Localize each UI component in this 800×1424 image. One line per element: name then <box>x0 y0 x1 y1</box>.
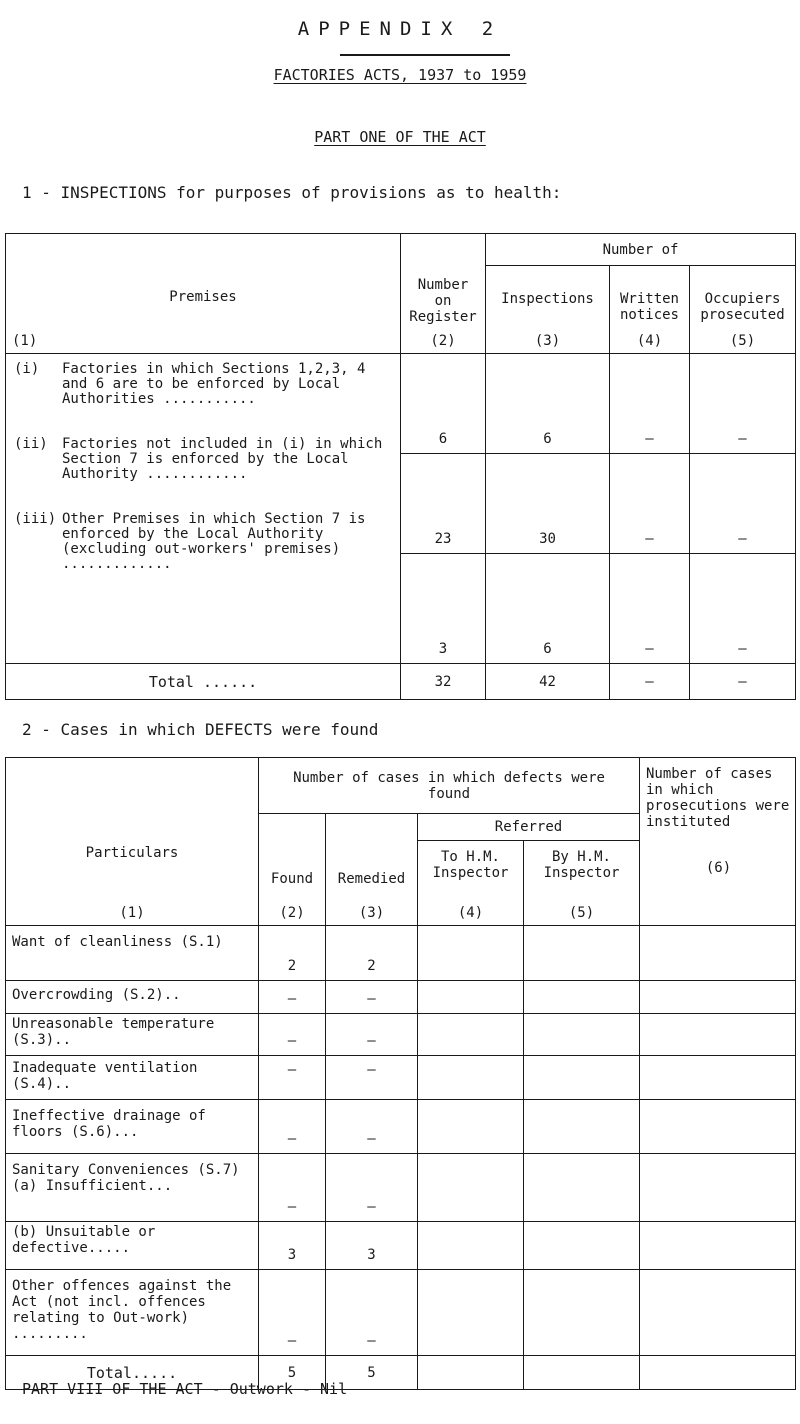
table-row <box>6 1270 796 1356</box>
total-to-hm <box>418 1356 524 1390</box>
total-notices: – <box>610 664 690 700</box>
prosecutions-header-label: Number of cases in which prosecutions were instituted <box>646 766 790 830</box>
remedied-value: – <box>326 1014 418 1056</box>
premise-number: (ii) <box>14 436 48 452</box>
by-hm-value <box>524 1270 640 1356</box>
prosecutions-value <box>640 1056 796 1100</box>
part-one-text: PART ONE OF THE ACT <box>314 128 486 146</box>
col3-number: (3) <box>534 333 561 349</box>
prosecutions-header <box>640 758 796 926</box>
total-prosecutions <box>640 1356 796 1390</box>
total-label: Total ...... <box>6 664 401 700</box>
premise-item <box>14 362 394 407</box>
appendix-title: APPENDIX 2 <box>297 18 503 40</box>
referred-header <box>418 814 640 926</box>
by-hm-header <box>524 841 639 925</box>
inspections-table <box>5 233 796 700</box>
table-row <box>6 1100 796 1154</box>
inspections-value: 6 <box>486 554 610 664</box>
outwork-line: PART VIII OF THE ACT - Outwork - Nil <box>22 1380 348 1398</box>
total-prosecuted: – <box>690 664 796 700</box>
col1-number: (1) <box>12 333 38 349</box>
register-value: 3 <box>401 554 486 664</box>
found-value: – <box>259 1100 326 1154</box>
table-row <box>6 1222 796 1270</box>
col6-number: (6) <box>705 860 732 876</box>
referred-header-label: Referred <box>418 814 639 841</box>
remedied-header-label: Remedied <box>337 871 406 887</box>
remedied-value: – <box>326 1270 418 1356</box>
total-inspections: 42 <box>486 664 610 700</box>
prosecuted-value: – <box>690 554 796 664</box>
register-header-label: Number on Register <box>409 277 477 325</box>
particulars-header <box>6 758 259 926</box>
found-value: 2 <box>259 926 326 981</box>
particulars-header-label: Particulars <box>85 845 179 861</box>
remedied-header <box>326 814 418 926</box>
prosecutions-value <box>640 1100 796 1154</box>
to-hm-value <box>418 981 524 1014</box>
remedied-value: – <box>326 1100 418 1154</box>
to-hm-value <box>418 1014 524 1056</box>
premises-list <box>6 354 401 664</box>
section1-heading: 1 - INSPECTIONS for purposes of provisions as to health: <box>22 183 562 202</box>
table-row <box>6 1056 796 1100</box>
found-header <box>259 814 326 926</box>
part-one-title <box>0 128 800 146</box>
prosecuted-value: – <box>690 354 796 454</box>
by-hm-value <box>524 1100 640 1154</box>
by-hm-value <box>524 926 640 981</box>
notices-value: – <box>610 454 690 554</box>
total-by-hm <box>524 1356 640 1390</box>
found-value: – <box>259 1014 326 1056</box>
particular-label: Unreasonable temperature (S.3).. <box>6 1014 259 1056</box>
number-of-header: Number of <box>486 234 796 266</box>
premise-text: Factories not included in (i) in which Section 7 is enforced by the Local Authority ............ <box>62 436 383 482</box>
premise-number: (iii) <box>14 511 57 527</box>
remedied-value: 2 <box>326 926 418 981</box>
total-remedied: 5 <box>326 1356 418 1390</box>
by-hm-value <box>524 981 640 1014</box>
found-value: – <box>259 1154 326 1222</box>
title-rule <box>340 54 510 56</box>
prosecuted-header-label: Occupiers prosecuted <box>700 291 785 323</box>
cases-found-header: Number of cases in which defects were found <box>259 758 640 814</box>
remedied-value: – <box>326 1056 418 1100</box>
acts-title <box>0 66 800 84</box>
to-hm-value <box>418 1100 524 1154</box>
col5-number: (5) <box>729 333 756 349</box>
defects-table <box>5 757 796 1390</box>
found-header-label: Found <box>270 871 314 887</box>
found-value: 3 <box>259 1222 326 1270</box>
table-row <box>6 981 796 1014</box>
inspections-value: 30 <box>486 454 610 554</box>
inspections-header <box>486 266 610 354</box>
by-hm-value <box>524 1056 640 1100</box>
notices-header <box>610 266 690 354</box>
total-label: Total..... <box>6 1356 259 1390</box>
section2-heading: 2 - Cases in which DEFECTS were found <box>22 720 379 739</box>
particular-label: Want of cleanliness (S.1) <box>6 926 259 981</box>
remedied-value: – <box>326 1154 418 1222</box>
total-found: 5 <box>259 1356 326 1390</box>
premise-number: (i) <box>14 361 40 377</box>
premise-text: Other Premises in which Section 7 is enforced by the Local Authority (excluding out-workers' premises) ............. <box>62 511 366 572</box>
col2-number: (2) <box>430 333 456 349</box>
particular-label: Overcrowding (S.2).. <box>6 981 259 1014</box>
to-hm-value <box>418 1056 524 1100</box>
particular-label: Inadequate ventilation (S.4).. <box>6 1056 259 1100</box>
notices-value: – <box>610 554 690 664</box>
found-value: – <box>259 1270 326 1356</box>
col2-number: (2) <box>279 905 305 921</box>
prosecutions-value <box>640 1222 796 1270</box>
register-value: 23 <box>401 454 486 554</box>
col4-number: (4) <box>457 905 484 921</box>
to-hm-header <box>418 841 524 925</box>
prosecutions-value <box>640 1270 796 1356</box>
prosecutions-value <box>640 926 796 981</box>
col1-number: (1) <box>119 905 145 921</box>
found-value: – <box>259 981 326 1014</box>
premise-text: Factories in which Sections 1,2,3, 4 and 6 are to be enforced by Local Authorities ........... <box>62 361 366 407</box>
premise-item <box>14 437 394 482</box>
remedied-value: 3 <box>326 1222 418 1270</box>
prosecutions-value <box>640 1014 796 1056</box>
inspections-value: 6 <box>486 354 610 454</box>
premise-item <box>14 512 394 572</box>
by-hm-value <box>524 1154 640 1222</box>
particular-label: Other offences against the Act (not incl. offences relating to Out-work) ......... <box>6 1270 259 1356</box>
col4-number: (4) <box>636 333 663 349</box>
premises-header-label: Premises <box>169 289 237 305</box>
by-hm-value <box>524 1222 640 1270</box>
total-register: 32 <box>401 664 486 700</box>
col5-number: (5) <box>568 905 595 921</box>
prosecutions-value <box>640 1154 796 1222</box>
prosecutions-value <box>640 981 796 1014</box>
particular-label: Ineffective drainage of floors (S.6)... <box>6 1100 259 1154</box>
to-hm-value <box>418 1222 524 1270</box>
to-hm-value <box>418 1154 524 1222</box>
notices-value: – <box>610 354 690 454</box>
by-hm-header-label: By H.M. Inspector <box>543 849 620 881</box>
prosecuted-value: – <box>690 454 796 554</box>
to-hm-value <box>418 926 524 981</box>
remedied-value: – <box>326 981 418 1014</box>
to-hm-value <box>418 1270 524 1356</box>
acts-title-text: FACTORIES ACTS, 1937 to 1959 <box>273 66 527 84</box>
notices-header-label: Written notices <box>619 291 679 323</box>
register-value: 6 <box>401 354 486 454</box>
register-header <box>401 234 486 354</box>
prosecuted-header <box>690 266 796 354</box>
to-hm-header-label: To H.M. Inspector <box>432 849 509 881</box>
table-row <box>6 926 796 981</box>
found-value: – <box>259 1056 326 1100</box>
particular-label: (b) Unsuitable or defective..... <box>6 1222 259 1270</box>
premises-header <box>6 234 401 354</box>
col3-number: (3) <box>358 905 385 921</box>
by-hm-value <box>524 1014 640 1056</box>
inspections-header-label: Inspections <box>501 291 594 307</box>
particular-label: Sanitary Conveniences (S.7) (a) Insufficient... <box>6 1154 259 1222</box>
table-row <box>6 1014 796 1056</box>
table-row <box>6 1154 796 1222</box>
